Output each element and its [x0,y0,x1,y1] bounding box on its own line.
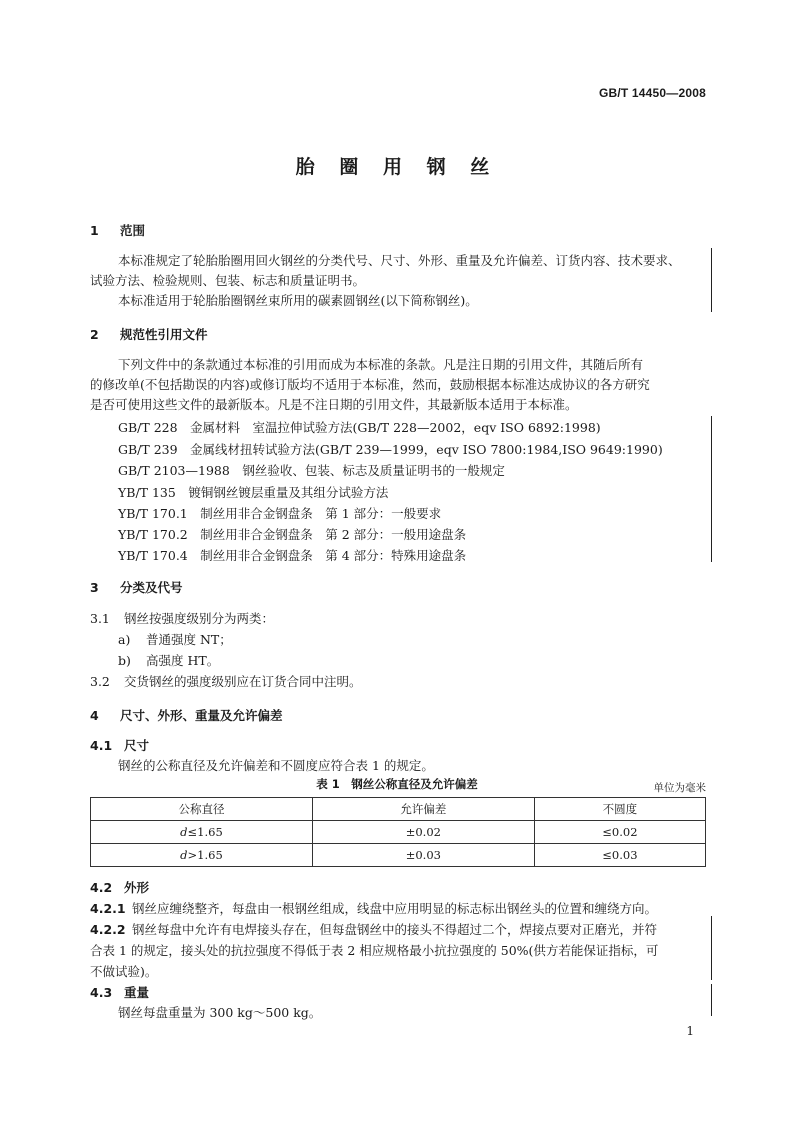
diameter-cell [91,821,313,844]
clause-3-2 [90,672,362,690]
clause-4-1-heading [90,736,149,754]
reference-item: GB/T 2103—1988 钢丝验收、包装、标志及质量证明书的一般规定 [118,463,505,478]
clause-4-2-heading [90,878,149,896]
section-4-number: 4 [90,708,99,723]
table-header-cell: 公称直径 [91,798,313,821]
section-4-heading [90,706,283,724]
tolerance-cell: ±0.03 [312,844,534,867]
page-number: 1 [686,1024,694,1038]
section-1-heading [90,221,145,239]
change-bar [711,416,712,562]
section-3-number: 3 [90,580,99,595]
section-2-number: 2 [90,327,99,342]
clause-4-2-1-text: 钢丝应缠绕整齐，每盘由一根钢丝组成，线盘中应用明显的标志标出钢丝头的位置和缠绕方向。 [132,901,658,916]
list-item-b [118,651,219,669]
document-title: 胎 圈 用 钢 丝 [295,156,499,178]
reference-item: YB/T 170.2 制丝用非合金钢盘条 第 2 部分：一般用途盘条 [118,527,467,542]
section-4-title: 尺寸、外形、重量及允许偏差 [120,708,283,723]
section-3-title: 分类及代号 [120,580,183,595]
clause-4-2-1 [90,899,657,917]
diameter-cell [91,844,313,867]
standard-code: GB/T 14450—2008 [598,86,706,100]
clause-4-3-number: 4.3 [90,985,113,1000]
section-3-heading [90,578,183,596]
table-1 [90,797,706,867]
section-2-title: 规范性引用文件 [120,327,208,342]
list-item-a-label: a) [118,632,131,647]
clause-4-2-2-line1: 钢丝每盘中允许有电焊接头存在，但每盘钢丝中的接头不得超过二个，焊接点要对正磨光，并符 [132,922,658,937]
s2-intro-line2: 的修改单(不包括勘误的内容)或修订版均不适用于本标准，然而，鼓励根据本标准达成协议的各方研究 [90,377,650,392]
clause-3-1-text: 钢丝按强度级别分为两类： [124,611,275,626]
list-item-a-text: 普通强度 NT； [146,632,232,647]
reference-item: YB/T 135 镀铜钢丝镀层重量及其组分试验方法 [118,485,389,500]
change-bar [711,984,712,1016]
list-item-b-text: 高强度 HT。 [146,653,220,668]
reference-item: GB/T 228 金属材料 室温拉伸试验方法(GB/T 228—2002，eqv ISO 6892:1998) [118,420,601,435]
s2-intro-line3: 是否可使用这些文件的最新版本。凡是不注日期的引用文件，其最新版本适用于本标准。 [90,397,578,412]
diameter-condition: >1.65 [187,848,223,862]
clause-4-2-title: 外形 [124,880,150,895]
clause-4-2-2-line2: 合表 1 的规定，接头处的抗拉强度不得低于表 2 相应规格最小抗拉强度的 50%(供方若能保证指标，可 [90,943,659,958]
table-row [91,821,706,844]
section-2-heading [90,325,208,343]
clause-4-2-1-number: 4.2.1 [90,901,126,916]
clause-4-1-title: 尺寸 [124,738,150,753]
reference-item: GB/T 239 金属线材扭转试验方法(GB/T 239—1999，eqv ISO 7800:1984,ISO 9649:1990) [118,442,663,457]
clause-4-2-number: 4.2 [90,880,113,895]
ovality-cell: ≤0.03 [534,844,705,867]
clause-3-1-number: 3.1 [90,611,110,626]
table-header-cell: 允许偏差 [312,798,534,821]
table-header-cell: 不圆度 [534,798,705,821]
ovality-cell: ≤0.02 [534,821,705,844]
s1-para2: 本标准适用于轮胎胎圈钢丝束所用的碳素圆钢丝(以下简称钢丝)。 [118,293,478,308]
list-item-b-label: b) [118,653,131,668]
clause-4-3-heading [90,983,149,1001]
clause-4-2-2-number: 4.2.2 [90,922,126,937]
table-row [91,844,706,867]
change-bar [711,248,712,312]
clause-3-2-number: 3.2 [90,674,110,689]
clause-4-2-2-line3: 不做试验)。 [90,964,158,979]
section-1-title: 范围 [120,223,146,238]
section-1-number: 1 [90,223,99,238]
reference-item: YB/T 170.4 制丝用非合金钢盘条 第 4 部分：特殊用途盘条 [118,548,467,563]
clause-3-1 [90,609,274,627]
table-header-row [91,798,706,821]
clause-4-3-title: 重量 [124,985,150,1000]
table-1-unit: 单位为毫米 [653,782,706,794]
tolerance-cell: ±0.02 [312,821,534,844]
clause-4-3-text: 钢丝每盘重量为 300 kg～500 kg。 [118,1005,322,1020]
clause-4-1-number: 4.1 [90,738,113,753]
diameter-condition: ≤1.65 [187,825,223,839]
clause-3-2-text: 交货钢丝的强度级别应在订货合同中注明。 [124,674,362,689]
s1-para1-line1: 本标准规定了轮胎胎圈用回火钢丝的分类代号、尺寸、外形、重量及允许偏差、订货内容、技术要求、 [118,253,681,268]
table-1-title: 表 1 钢丝公称直径及允许偏差 [316,777,478,791]
change-bar [711,916,712,980]
s1-para1-line2: 试验方法、检验规则、包装、标志和质量证明书。 [90,273,366,288]
list-item-a [118,630,232,648]
diameter-symbol: d [180,848,188,862]
clause-4-2-2 [90,920,657,938]
clause-4-1-text: 钢丝的公称直径及允许偏差和不圆度应符合表 1 的规定。 [118,758,434,773]
reference-item: YB/T 170.1 制丝用非合金钢盘条 第 1 部分：一般要求 [118,506,442,521]
s2-intro-line1: 下列文件中的条款通过本标准的引用而成为本标准的条款。凡是注日期的引用文件，其随后所有 [118,357,644,372]
diameter-symbol: d [180,825,188,839]
